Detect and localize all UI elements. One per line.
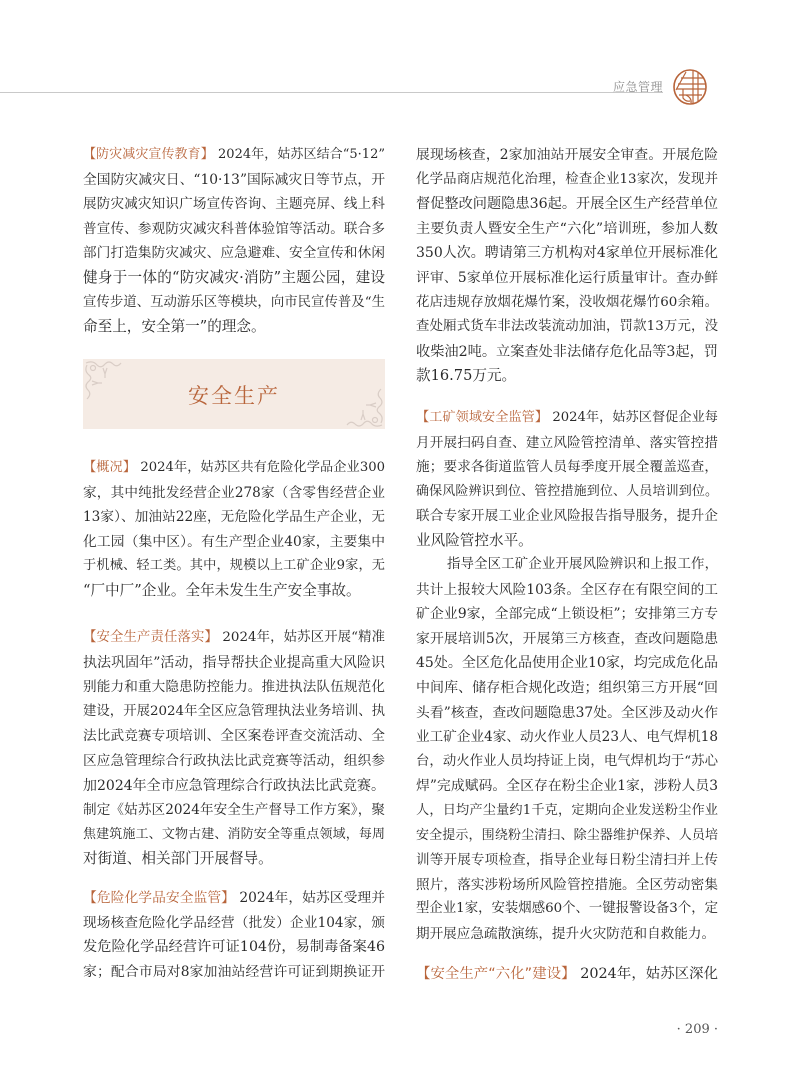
text-line: 2024年，姑苏区督促企业每: [548, 410, 718, 425]
text-line: 月开展扫码自查、建立风险管控清单、落实管控措: [416, 434, 718, 451]
paragraph-hazardous-chemicals-continued: [416, 143, 718, 389]
section-heading: 【安全生产“六化”建设】: [416, 966, 576, 982]
text-line: 查处厢式货车非法改装流动加油，罚款13万元，没: [416, 319, 718, 335]
text-line: 350人次。聘请第三方机构对4家单位开展标准化: [416, 245, 718, 262]
text-line: 联合专家开展工业企业风险报告指导服务，提升企: [416, 508, 718, 525]
section-heading: 【概况】: [83, 460, 137, 475]
text-line: 2024年，姑苏区受理并: [234, 890, 385, 906]
text-line: 命至上，安全第一”的理念。: [83, 318, 266, 336]
text-line: 矿企业9家，全部完成“上锁设柜”；安排第三方专: [416, 606, 718, 623]
text-line: 花店违规存放烟花爆竹案，没收烟花爆竹60余箱。: [416, 294, 718, 310]
text-line: 化工园（集中区）。有生产型企业40家，主要集中: [83, 533, 385, 550]
para-line-with-heading: [83, 886, 385, 911]
text-line: 全国防灾减灾日、“10·13”国际减灾日等节点，开: [83, 171, 385, 188]
header-rule: [0, 92, 663, 93]
text-line: 别能力和重大隐患防控能力。推进执法队伍规范化: [83, 679, 385, 696]
text-line: 宣传步道、互动游乐区等模块，向市民宣传普及“生: [83, 294, 385, 310]
text-line: 2024年，姑苏区深化: [575, 966, 718, 982]
text-line: 2024年，姑苏区共有危险化学品企业300: [136, 460, 385, 475]
para-line-with-heading: [83, 143, 385, 168]
text-line: 确保风险辨识到位、管控措施到位、人员培训到位。: [416, 483, 718, 499]
text-line: 对街道、相关部门开展督导。: [83, 850, 273, 868]
text-line: 施；要求各街道监管人员每季度开展全覆盖巡查，: [416, 459, 718, 476]
text-line: 部门打造集防灾减灾、应急避难、安全宣传和休闲: [83, 245, 385, 262]
text-line: 人，日均产尘量约1千克，定期向企业发送粉尘作业: [416, 802, 718, 818]
section-heading: 【防灾减灾宣传教育】: [83, 147, 214, 162]
para-line-with-heading: [83, 626, 385, 651]
text-line: 于机械、轻工类。其中，规模以上工矿企业9家，无: [83, 558, 385, 574]
text-line: 款16.75万元。: [416, 367, 517, 385]
text-line: 家；配合市局对8家加油站经营许可证到期换证开: [83, 963, 385, 980]
text-line: 业工矿企业4家、动火作业人员23人、电气焊机18: [416, 729, 718, 746]
text-line: 展防灾减灾知识广场宣传咨询、主题亮屏、线上科: [83, 196, 385, 213]
text-line: 13家）、加油站22座，无危险化学品生产企业，无: [83, 509, 385, 526]
text-line: 展现场核查，2家加油站开展安全审查。开展危险: [416, 147, 718, 163]
text-line: 收柴油2吨。立案查处非法储存危化品等3起，罚: [416, 343, 718, 360]
paragraph-risk-identification: [416, 553, 718, 947]
text-line: 建设，开展2024年全区应急管理执法业务培训、执: [83, 703, 385, 719]
text-line: 2024年，姑苏区开展“精准: [218, 630, 385, 645]
paragraph-overview: [83, 456, 385, 604]
page-number: · 209 ·: [676, 1022, 718, 1037]
section-heading: 【危险化学品安全监管】: [83, 890, 235, 906]
text-line: 指导全区工矿企业开展风险辨识和上报工作，: [447, 557, 718, 572]
text-line: 家开展培训5次，开展第三方核查，查改问题隐患: [416, 630, 718, 647]
text-line: 区应急管理综合行政执法比武竞赛等活动，组织参: [83, 752, 385, 769]
text-line: 安全提示，围绕粉尘清扫、除尘器维护保养、人员培: [416, 827, 718, 843]
paragraph-disaster-education: [83, 143, 385, 340]
para-line-with-heading: [416, 406, 718, 431]
text-line: “厂中厂”企业。全年未发生生产安全事故。: [83, 581, 361, 599]
seal-logo-icon: [672, 68, 708, 106]
text-line: 2024年，姑苏区结合“5·12”: [213, 147, 385, 162]
paragraph-mining-supervision: [416, 406, 718, 554]
text-line: 督促整改问题隐患36起。开展全区生产经营单位: [416, 196, 718, 213]
section-heading: 【工矿领域安全监管】: [416, 410, 549, 425]
section-title: 安全生产: [188, 384, 280, 408]
paragraph-hazardous-chemicals: [83, 886, 385, 984]
text-line: 现场核查危险化学品经营（批发）企业104家，颁: [83, 914, 385, 931]
text-line: 训等开展专项检查，指导企业每日粉尘清扫并上传: [416, 852, 718, 869]
text-line: 期开展应急疏散演练，提升火灾防范和自救能力。: [416, 925, 716, 942]
text-line: 主要负责人暨安全生产“六化”培训班，参加人数: [416, 220, 718, 237]
text-line: 家，其中纯批发经营企业278家（含零售经营企业: [83, 484, 385, 501]
text-line: 业风险管控水平。: [416, 531, 533, 549]
paragraph-six-modernizations: [416, 962, 718, 987]
text-line: 照片，落实涉粉场所风险管控措施。全区劳动密集: [416, 876, 718, 893]
text-line: 焊”完成赋码。全区存在粉尘企业1家，涉粉人员3: [416, 778, 718, 795]
section-heading: 【安全生产责任落实】: [83, 630, 219, 645]
section-banner: [83, 359, 385, 429]
text-line: 型企业1家，安装烟感60个、一键报警设备3个，定: [416, 901, 718, 917]
para-line-with-heading: [416, 962, 718, 987]
text-line: 执法巩固年”活动，指导帮扶企业提高重大风险识: [83, 654, 385, 671]
text-line: 法比武竞赛专项培训、全区案卷评查交流活动、全: [83, 728, 385, 745]
text-line: 普宣传、参观防灾减灾科普体验馆等活动。联合多: [83, 220, 385, 237]
text-line: 发危险化学品经营许可证104份，易制毒备案46: [83, 939, 385, 956]
text-line: 台，动火作业人员均持证上岗，电气焊机均于“苏心: [416, 753, 718, 769]
text-line: 加2024年全市应急管理综合行政执法比武竞赛。: [83, 777, 385, 794]
paragraph-responsibility: [83, 626, 385, 872]
text-line: 头看”核查，查改问题隐患37处。全区涉及动火作: [416, 704, 718, 721]
running-header-title: 应急管理: [612, 80, 663, 94]
text-line: 健身于一体的“防灾减灾·消防”主题公园，建设: [83, 268, 385, 286]
text-line: 化学品商店规范化治理，检查企业13家次，发现并: [416, 171, 718, 187]
para-line-with-heading: [83, 456, 385, 481]
text-line: 45处。全区危化品使用企业10家，均完成危化品: [416, 655, 718, 672]
text-line: 评审、5家单位开展标准化运行质量审计。查办鲜: [416, 269, 718, 286]
text-line: 共计上报较大风险103条。全区存在有限空间的工: [416, 581, 718, 598]
text-line: 制定《姑苏区2024年安全生产督导工作方案》，聚: [83, 802, 385, 819]
text-line: 中间库、储存柜合规化改造；组织第三方开展“回: [416, 679, 718, 696]
text-line: 焦建筑施工、文物古建、消防安全等重点领域，每周: [83, 826, 385, 842]
